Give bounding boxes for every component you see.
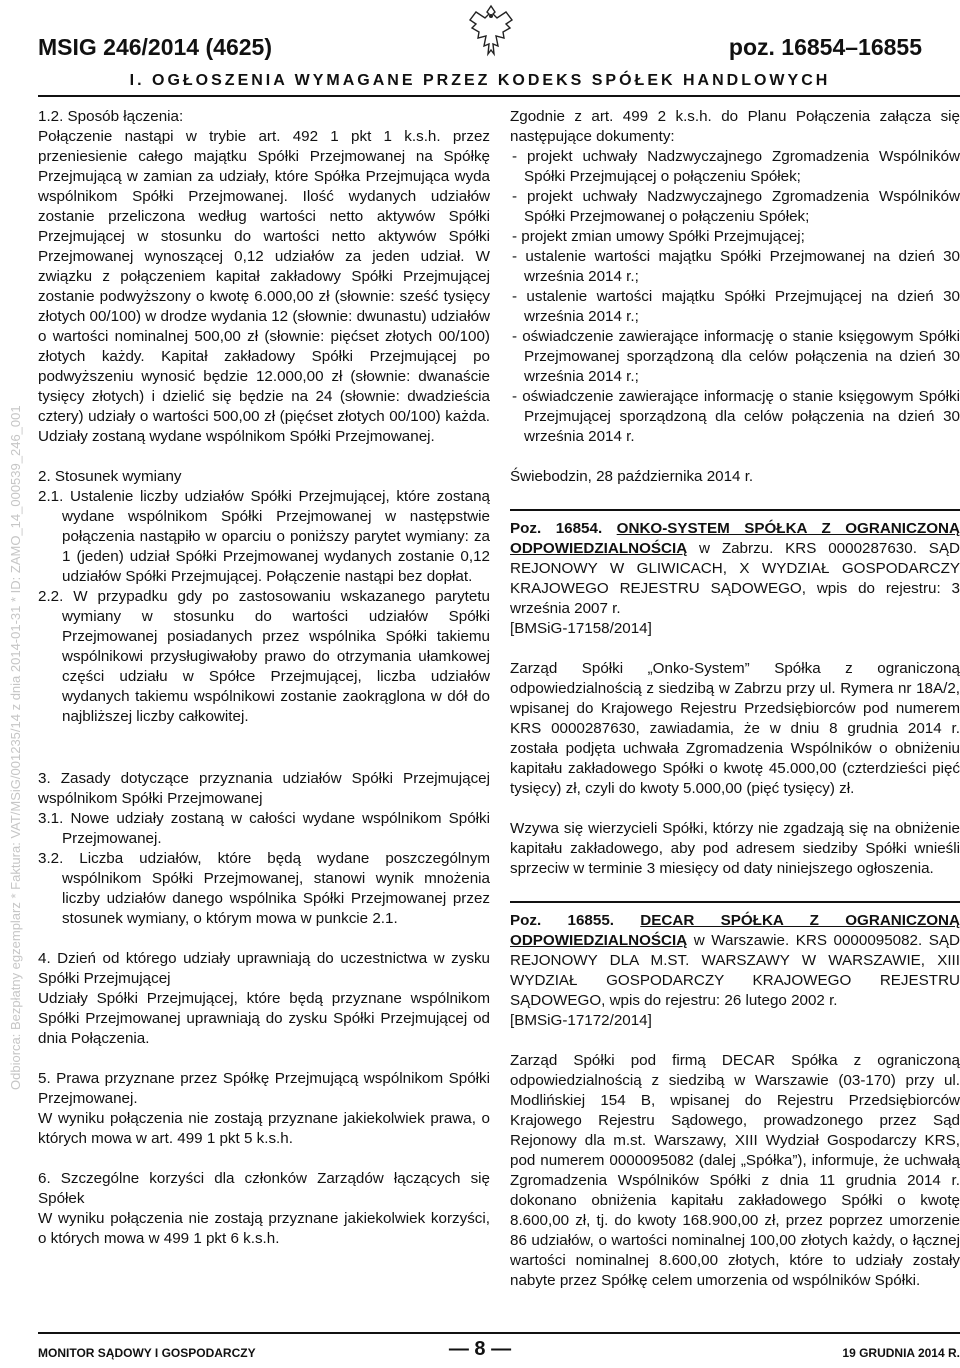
- list-item: - projekt uchwały Nadzwyczajnego Zgromadzenia Wspólników Spółki Przejmowanej o połączeniu Spółek;: [512, 188, 960, 225]
- paragraph: 3.1. Nowe udziały zostaną w całości wydane wspólnikom Spółki Przejmowanej.: [38, 810, 490, 847]
- paragraph: Zarząd Spółki „Onko-System” Spółka z ograniczoną odpowiedzialnością z siedzibą w Zabrzu przy ul. Rymera nr 18A/2, wpisanej do Krajowego Rejestru Przedsiębiorców pod numerem KRS 0000287630, zawiadamia, że w dniu 8 grudnia 2014 r. została podjęta uchwała Zgromadzenia Wspólników o obniżeniu kapitału zakładowego Spółki o kwotę 45.000,00 (czterdzieści pięć tysięcy) zł, czyli do kwoty 5.000,00 (pięć tysięcy) zł.: [510, 660, 960, 797]
- heading: 5. Prawa przyznane przez Spółkę Przejmującą wspólnikom Spółki Przejmowanej.: [38, 1070, 490, 1107]
- paragraph: W wyniku połączenia nie zostają przyznane jakiekolwiek prawa, o których mowa w art. 499 1 pkt 5 k.s.h.: [38, 1110, 490, 1147]
- notice-separator: [510, 509, 960, 511]
- paragraph: 1.2. Sposób łączenia:: [38, 108, 184, 125]
- header-issue: MSIG 246/2014 (4625): [38, 34, 272, 60]
- header-rule: [38, 95, 960, 97]
- paragraph: Wzywa się wierzycieli Spółki, którzy nie zgadzają się na obniżenie kapitału zakładowego, aby pod adresem siedziby Spółki wnieśli sprzeciw w terminie 3 miesięcy od daty niniejszego ogłoszenia.: [510, 820, 960, 877]
- heading: 3. Zasady dotyczące przyznania udziałów Spółki Przejmującej wspólnikom Spółki Przejmowanej: [38, 770, 490, 807]
- paragraph: Połączenie nastąpi w trybie art. 492 1 pkt 1 k.s.h. przez przeniesienie całego majątku Spółki Przejmowanej na Spółkę Przejmującą w zamian za udziały, które Spółka Przejmująca wyda wspólnikom Spółki Przejmowanej. Ilość wydanych udziałów zostanie przeliczona według wartości netto aktywów Spółki Przejmującej w stosunku do wartości netto aktywów Spółki Przejmowanej wynoszącej 0,12 udziałów za jeden udział. W związku z połączeniem kapitał zakładowy Spółki Przejmującej zostanie podwyższony o kwotę 6.000,00 zł (słownie: sześć tysięcy złotych 00/100) w drodze wydania 12 (słownie: dwunastu) udziałów o wartości nominalnej 500,00 zł (słownie: pięćset złotych 00/100) złotych każdy. Kapitał zakładowy Spółki Przejmującej po podwyższeniu wynosić będzie 12.000,00 zł (słownie: dwanaście tysięcy złotych) i dzielić się będzie na 24 (słownie: dwadzieścia cztery) udziały o wartości 500,00 zł (pięćset złotych 00/100) każda. Udziały zostaną wydane wspólnikom Spółki Przejmowanej.: [38, 128, 490, 445]
- left-column: [38, 107, 490, 1249]
- list-item: - ustalenie wartości majątku Spółki Przejmującej na dzień 30 września 2014 r.;: [512, 288, 960, 325]
- page-number: — 8 —: [448, 1338, 512, 1360]
- footer-date: 19 GRUDNIA 2014 R.: [842, 1346, 960, 1360]
- header-positions: poz. 16854–16855: [728, 34, 922, 60]
- notice-header: [510, 911, 960, 1011]
- paragraph: Zgodnie z art. 499 2 k.s.h. do Planu Połączenia załącza się następujące dokumenty:: [510, 108, 960, 145]
- paragraph: 2.1. Ustalenie liczby udziałów Spółki Przejmującej, które zostaną wydane wspólnikom Spółki Przejmowanej w następstwie połączenia nastąpiło w oparciu o poniższy parytet wymiany: za 1 (jeden) udział Spółki Przejmowanej wydanych zostanie 0,12 udziałów Spółki Przejmującej. Połączenie nastąpi bez dopłat.: [38, 488, 490, 585]
- heading: 2. Stosunek wymiany: [38, 468, 182, 485]
- footer-publication: MONITOR SĄDOWY I GOSPODARCZY: [38, 1346, 256, 1360]
- watermark: Odbiorca: Bezpłatny egzemplarz * Faktura: VAT/MSiG/001235/14 z dnia 2014-01-31 * ID: ZAMO_14_000539_246_001: [8, 405, 23, 1090]
- heading: 4. Dzień od którego udziały uprawniają do uczestnictwa w zysku Spółki Przejmującej: [38, 950, 490, 987]
- notice-registry: w Warszawie. KRS 0000095082. SĄD REJONOWY DLA M.ST. WARSZAWY W WARSZAWIE, XIII WYDZIAŁ GOSPODARCZY KRAJOWEGO REJESTRU SĄDOWEGO, wpis do rejestru: 26 lutego 2002 r.: [510, 932, 960, 1009]
- company-name: DECAR SPÓŁKA Z OGRANICZONĄ ODPOWIEDZIALNOŚCIĄ: [510, 912, 960, 949]
- eagle-emblem-icon: [468, 2, 514, 58]
- notice-ref: [BMSiG-17158/2014]: [510, 620, 652, 637]
- notice-number: Poz. 16854.: [510, 520, 603, 537]
- list-item: - oświadczenie zawierające informację o stanie księgowym Spółki Przejmującej sporządzoną dla celów połączenia na dzień 30 września 2014 r.: [512, 388, 960, 445]
- list-item: - projekt zmian umowy Spółki Przejmującej;: [512, 228, 805, 245]
- right-column: [510, 107, 960, 1291]
- notice-header: [510, 519, 960, 619]
- section-title: I. OGŁOSZENIA WYMAGANE PRZEZ KODEKS SPÓŁEK HANDLOWYCH: [129, 72, 831, 89]
- place-date: Świebodzin, 28 października 2014 r.: [510, 468, 754, 485]
- paragraph: 2.2. W przypadku gdy po zastosowaniu wskazanego parytetu wymiany w stosunku do wartości udziałów Spółki Przejmowanej posiadanych przez wspólnika Spółki takiemu wspólnikowi przysługiwałoby prawo do otrzymania ułamkowej części udziału w Spółce Przejmującej, liczba udziałów wydanych takiemu wspólnikowi zostanie zaokrąglona w dół do najbliższej liczby całkowitej.: [38, 588, 490, 725]
- paragraph: 3.2. Liczba udziałów, które będą wydane poszczególnym wspólnikom Spółki Przejmowanej, stanowi wynik mnożenia liczby udziałów danego wspólnika Spółki Przejmowanej przez stosunek wymiany, o którym mowa w punkcie 2.1.: [38, 850, 490, 927]
- paragraph: W wyniku połączenia nie zostają przyznane jakiekolwiek korzyści, o których mowa w 499 1 pkt 6 k.s.h.: [38, 1210, 490, 1247]
- list-item: - oświadczenie zawierające informację o stanie księgowym Spółki Przejmowanej sporządzoną dla celów połączenia na dzień 30 września 2014 r.;: [512, 328, 960, 385]
- paragraph: Zarząd Spółki pod firmą DECAR Spółka z ograniczoną odpowiedzialnością z siedzibą w Warszawie (03-170) przy ul. Modlińskiej 154 B, wpisanej do Rejestru Przedsiębiorców Krajowego Rejestru Sądowego, prowadzonego przez Sąd Rejonowy dla m.st. Warszawy, XIII Wydział Gospodarczy KRS, pod numerem 0000095082 (dalej „Spółka”), informuje, że uchwałą Zgromadzenia Wspólników Spółki z dnia 11 grudnia 2014 r. dokonano obniżenia kapitału zakładowego Spółki o kwotę 8.600,00 zł, tj. do kwoty 168.900,00 zł, przez poprzez umorzenie 86 udziałów, o wartości nominalnej 100,00 złotych każdy, o łącznej wartości nominalnej 8.600,00 złotych, które to udziały zostały nabyte przez Spółkę celem umorzenia od wspólników Spółki.: [510, 1052, 960, 1289]
- company-name: ONKO-SYSTEM SPÓŁKA Z OGRANICZONĄ ODPOWIEDZIALNOŚCIĄ: [510, 520, 960, 557]
- footer-rule: [38, 1332, 960, 1334]
- notice-ref: [BMSiG-17172/2014]: [510, 1012, 652, 1029]
- list-item: - projekt uchwały Nadzwyczajnego Zgromadzenia Wspólników Spółki Przejmującej o połączeniu Spółek;: [512, 148, 960, 185]
- notice-number: Poz. 16855.: [510, 912, 614, 929]
- heading: 6. Szczególne korzyści dla członków Zarządów łączących się Spółek: [38, 1170, 490, 1207]
- notice-registry: w Zabrzu. KRS 0000287630. SĄD REJONOWY W GLIWICACH, X WYDZIAŁ GOSPODARCZY KRAJOWEGO REJESTRU SĄDOWEGO, wpis do rejestru: 3 września 2007 r.: [510, 540, 960, 617]
- paragraph: Udziały Spółki Przejmującej, które będą przyznane wspólnikom Spółki Przejmowanej uprawniają do zysku Spółki Przejmującej od dnia Połączenia.: [38, 990, 490, 1047]
- list-item: - ustalenie wartości majątku Spółki Przejmowanej na dzień 30 września 2014 r.;: [512, 248, 960, 285]
- notice-separator: [510, 901, 960, 903]
